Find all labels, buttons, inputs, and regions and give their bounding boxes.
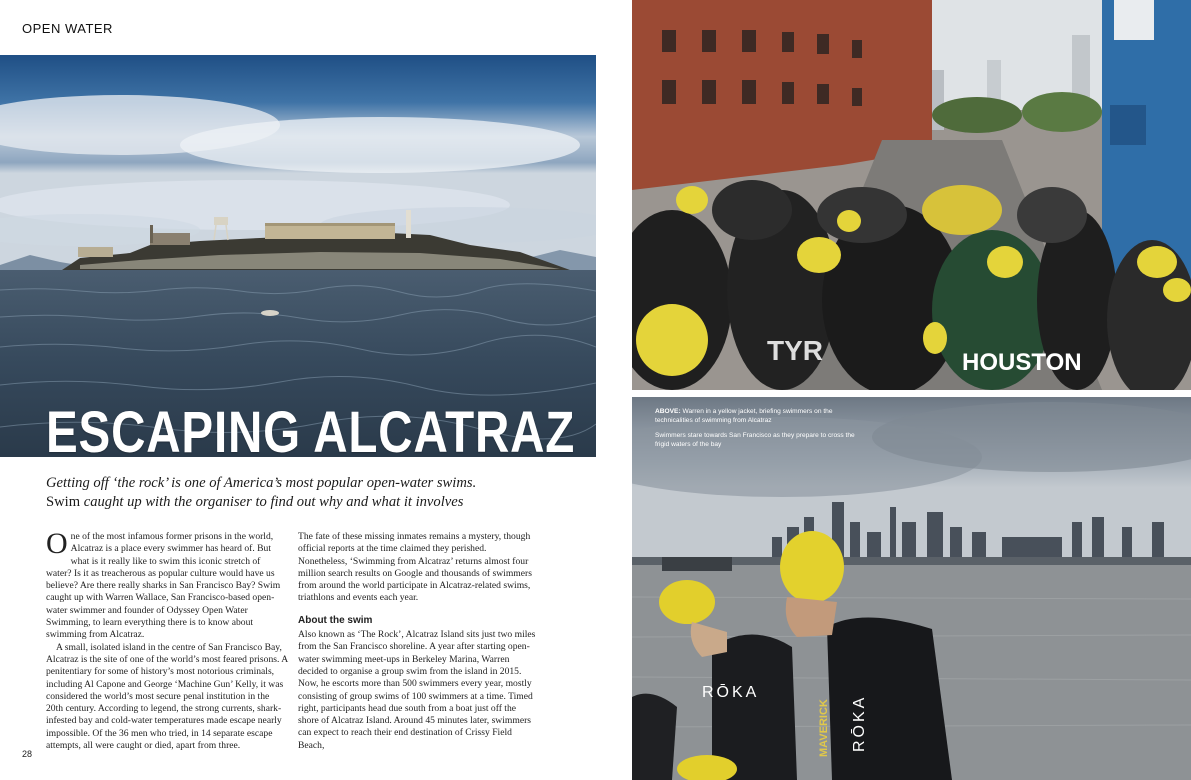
photo-captions: [655, 408, 855, 449]
suit-brand-text: RŌKA: [702, 684, 760, 701]
body-paragraph: ne of the most infamous former prisons in the world, Alcatraz is a place every swimmer has heard of. But what is it really like to swim this iconic stretch of water? Is it as treacherous as popular culture would have us believe? Are there really sharks in San Francisco Bay? Swim caught up with Warren Wallace, San Francisco-based open-water swimmer and founder of Odyssey Open Water Swimming, to learn everything there is to know about swimming from Alcatraz.: [46, 531, 281, 641]
suit-brand-text: RŌKA: [851, 694, 868, 752]
subhead: About the swim: [298, 614, 373, 626]
photo-swimmers-briefing: [632, 0, 1191, 390]
jacket-text: HOUSTON: [962, 349, 1082, 376]
standfirst: [46, 474, 566, 511]
standfirst-line-2: caught up with the organiser to find out why and what it involves: [80, 493, 464, 510]
body-column-2: [298, 531, 538, 752]
suit-brand-text: TYR: [767, 335, 823, 366]
body-paragraph: The fate of these missing inmates remains a mystery, though official reports at the time claimed they perished. Nonetheless, ‘Swimming from Alcatraz’ returns almost four million search results on Google and thousands of swimmers from around the world participate in Alcatraz-related swims, triathlons and events each year.: [298, 531, 532, 604]
section-label: OPEN WATER: [22, 21, 113, 36]
body-paragraph: A small, isolated island in the centre of San Francisco Bay, Alcatraz is the site of one of the world’s most feared prisons. A penitentiary for some of history’s most notorious criminals, including Al Capone and George ‘Machine Gun’ Kelly, it was considered the world’s most secure penal institution in the 20th century. According to legend, the strong currents, shark-infested bay and cold-water temperatures made escape nearly impossible. Of the 36 men who tried, in 14 separate escape attempts, all were caught or died, apart from three.: [46, 641, 288, 752]
headline: ESCAPING ALCATRAZ: [46, 400, 576, 465]
suit-name-text: MAVERICK: [818, 699, 830, 757]
drop-cap: O: [46, 527, 68, 560]
caption-text: Warren in a yellow jacket, briefing swimmers on the technicalities of swimming from Alcatraz: [655, 408, 833, 424]
body-column-1: [46, 527, 288, 752]
page-number: 28: [22, 749, 33, 759]
body-paragraph: Also known as ‘The Rock’, Alcatraz Island sits just two miles from the San Francisco shoreline. A year after starting open-water swimming meet-ups in Berkeley Marina, Warren decided to organise a group swim from the island in 2015. Now, he escorts more than 500 swimmers every year, mostly consisting of group swims of 100 swimmers at a time. Timed right, participants head due south from a boat just off the shore of Alcatraz Island. Around 45 minutes later, swimmers can expect to reach their end destination of Crissy Field Beach,: [298, 629, 536, 751]
hero-photo-alcatraz: [0, 55, 596, 457]
photo-swimmers-bay: [632, 397, 1191, 780]
standfirst-magazine-name: Swim: [46, 493, 81, 510]
caption-label: ABOVE:: [655, 408, 681, 415]
standfirst-line-1: Getting off ‘the rock’ is one of America’s most popular open-water swims.: [46, 475, 477, 491]
caption-text: Swimmers stare towards San Francisco as they prepare to cross the frigid waters of the bay: [655, 432, 855, 448]
